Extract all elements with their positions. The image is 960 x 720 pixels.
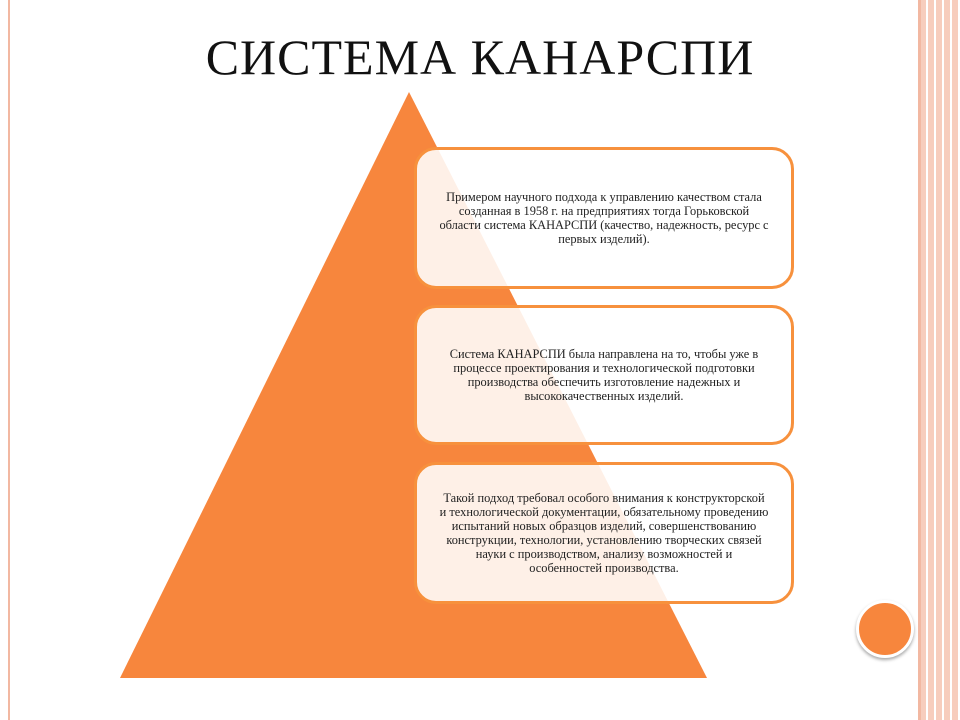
slide-title: СИСТЕМА КАНАРСПИ [205, 29, 755, 85]
pyramid-text-box-1 [414, 147, 794, 289]
box-2-text: Система КАНАРСПИ была направлена на то, чтобы уже в процессе проектирования и технологической подготовки производства обеспечить изготовление надежных и высококачественных изделий. [449, 347, 759, 403]
pyramid-text-box-3 [414, 462, 794, 604]
box-3-text: Такой подход требовал особого внимания к конструкторской и технологической документации, обязательному проведению испытаний новых образцов изделий, совершенствованию конструкции, технологии, установлению творческих связей науки с производством, анализу возможностей и особенностей производства. [439, 491, 769, 575]
decorative-circle [856, 600, 914, 658]
pyramid-text-box-2 [414, 305, 794, 445]
box-1-text: Примером научного подхода к управлению качеством стала созданная в 1958 г. на предприятиях тогда Горьковской области система КАНАРСПИ (качество, надежность, ресурс с первых изделий). [439, 190, 769, 246]
